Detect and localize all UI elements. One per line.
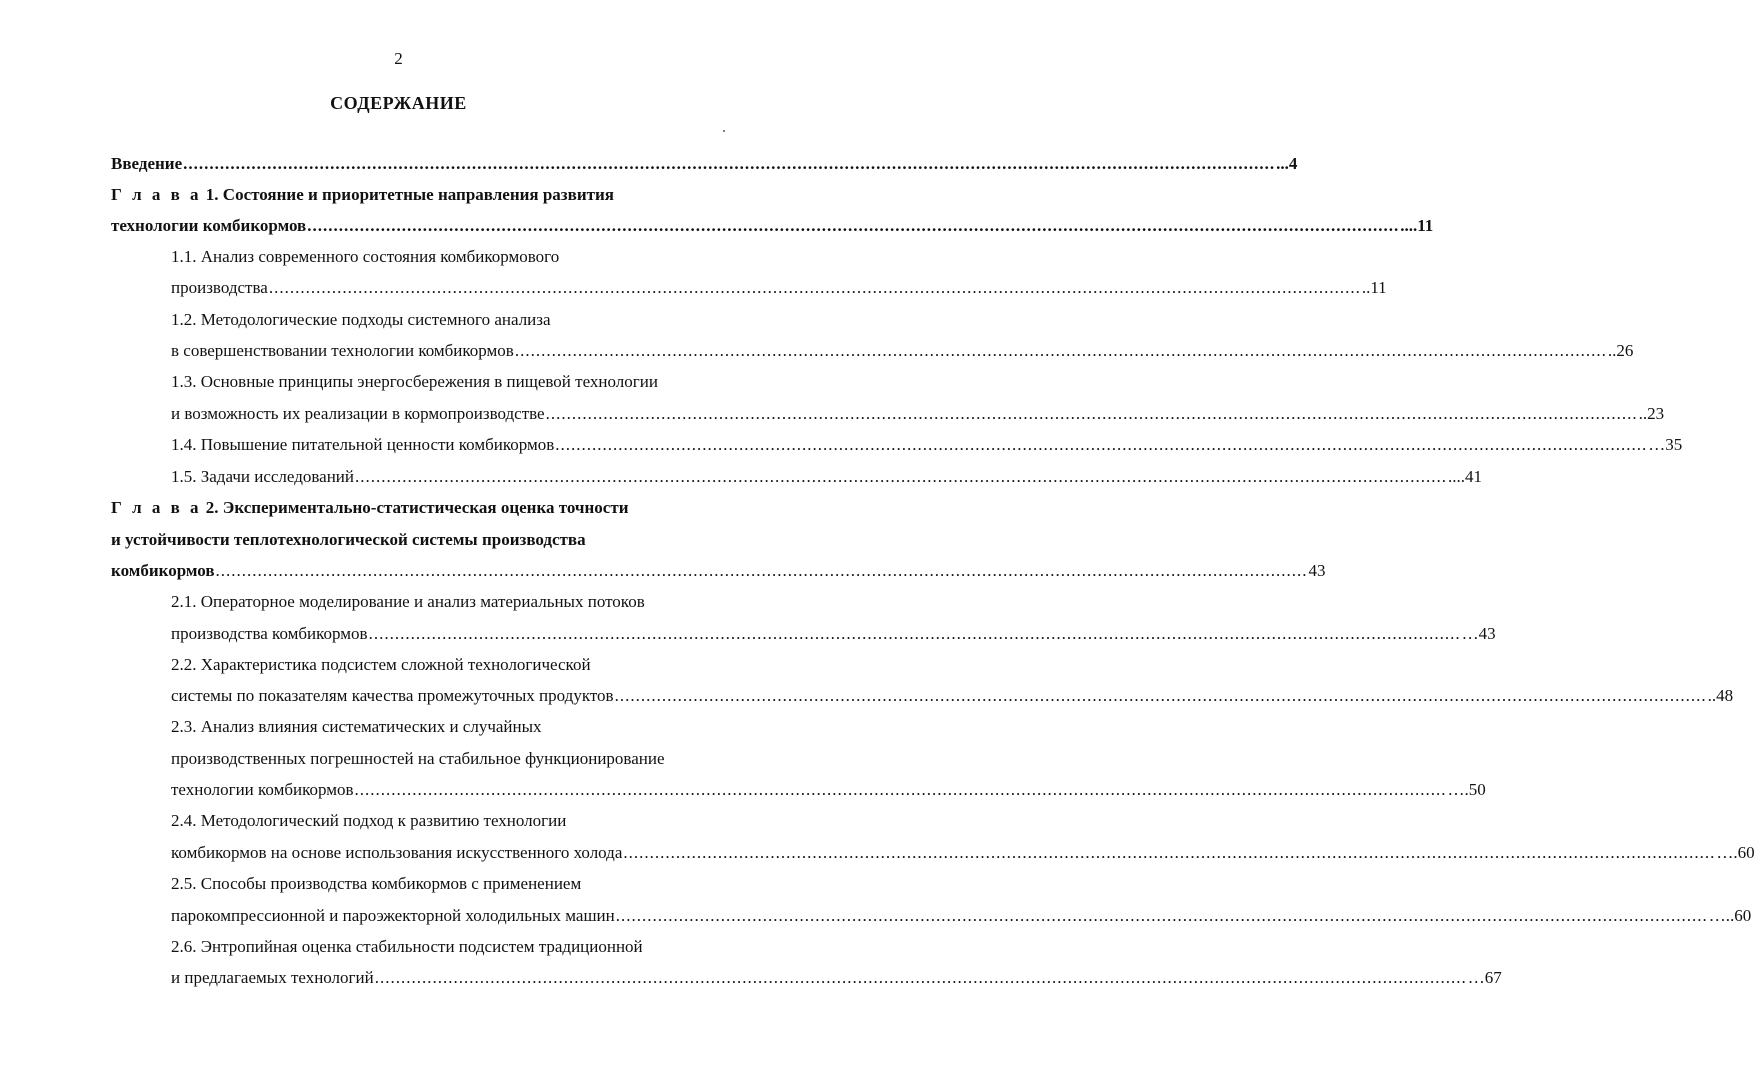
- toc-entry-text: парокомпрессионной и пароэжекторной холодильных машин: [171, 906, 615, 925]
- toc-section-1-4: [171, 434, 1683, 456]
- toc-section-2-3-title-line2: производственных погрешностей на стабильное функционирование: [171, 749, 665, 768]
- toc-page-ref: ....11: [1400, 216, 1434, 235]
- toc-entry-text: технологии комбикормов: [111, 216, 307, 235]
- dot-leader: ................................................................................................................................................................................................................: [374, 968, 1467, 987]
- toc-section-2-1-title: 2.1. Операторное моделирование и анализ материальных потоков: [171, 592, 645, 611]
- toc-section-1-5: [171, 466, 1483, 488]
- dot-leader: ................................................................................................................................................................................................................: [355, 467, 1448, 486]
- toc-section-1-3-leader: [171, 403, 1665, 425]
- toc-page-ref: …..60: [1708, 906, 1752, 925]
- dot-leader: ................................................................................................................................................................................................................: [354, 780, 1447, 799]
- toc-page-ref: ...4: [1276, 154, 1298, 173]
- toc-section-1-2-leader: [171, 340, 1634, 362]
- page-number: 2: [394, 49, 403, 68]
- toc-section-2-2-leader: [171, 685, 1734, 707]
- dot-leader: ................................................................................................................................................................................................................: [545, 404, 1638, 423]
- toc-page-ref: …43: [1461, 624, 1496, 643]
- dot-leader: ................................................................................................................................................................................................................: [555, 435, 1648, 454]
- toc-page-ref: ..11: [1361, 278, 1387, 297]
- toc-page-ref: ….50: [1447, 780, 1486, 799]
- toc-entry-text: Введение: [111, 154, 183, 173]
- toc-section-1-2-title: 1.2. Методологические подходы системного анализа: [171, 310, 551, 329]
- dot-leader: ................................................................................................................................................................................................................: [368, 624, 1461, 643]
- toc-section-2-5-title: 2.5. Способы производства комбикормов с применением: [171, 874, 582, 893]
- dot-leader: ................................................................................................................................................................................................................: [614, 686, 1707, 705]
- toc-entry-text: 1.4. Повышение питательной ценности комбикормов: [171, 435, 555, 454]
- dot-leader: ................................................................................................................................................................................................................: [183, 154, 1276, 173]
- toc-entry-text: комбикормов на основе использования искусственного холода: [171, 843, 623, 862]
- toc-entry-text: производства комбикормов: [171, 624, 368, 643]
- dot-leader: ................................................................................................................................................................................................................: [514, 341, 1607, 360]
- toc-section-2-5-leader: [171, 905, 1752, 927]
- dot-leader: ................................................................................................................................................................................................................: [623, 843, 1716, 862]
- toc-page-ref: ..48: [1707, 686, 1734, 705]
- toc-entry-text: 1. Состояние и приоритетные направления развития: [201, 185, 614, 204]
- scan-speck: [723, 130, 725, 132]
- toc-entry-text: технологии комбикормов: [171, 780, 354, 799]
- chapter-prefix: Г л а в а: [111, 498, 202, 517]
- dot-leader: ................................................................................................................................................................................................................: [215, 561, 1308, 580]
- dot-leader: ................................................................................................................................................................................................................: [307, 216, 1400, 235]
- toc-entry-text: 1.5. Задачи исследований: [171, 467, 355, 486]
- toc-entry-text: системы по показателям качества промежуточных продуктов: [171, 686, 614, 705]
- toc-entry-text: и возможность их реализации в кормопроизводстве: [171, 404, 545, 423]
- toc-page-ref: ….60: [1716, 843, 1755, 862]
- toc-entry-text: 2. Экспериментально-статистическая оценка точности: [201, 498, 629, 517]
- toc-entry-text: производства: [171, 278, 268, 297]
- page-title: СОДЕРЖАНИЕ: [330, 93, 467, 113]
- toc-section-2-4-title: 2.4. Методологический подход к развитию технологии: [171, 811, 567, 830]
- toc-page-ref: ....41: [1448, 467, 1483, 486]
- toc-chapter-2-leader: [111, 560, 1326, 582]
- toc-section-2-3-leader: [171, 779, 1486, 801]
- toc-section-2-6-title: 2.6. Энтропийная оценка стабильности подсистем традиционной: [171, 937, 643, 956]
- toc-section-2-4-leader: [171, 842, 1755, 864]
- toc-chapter-2-title: [111, 497, 629, 519]
- toc-chapter-2-title-line2: и устойчивости теплотехнологической системы производства: [111, 530, 586, 549]
- toc-entry-text: и предлагаемых технологий: [171, 968, 374, 987]
- toc-section-2-3-title: 2.3. Анализ влияния систематических и случайных: [171, 717, 542, 736]
- toc-section-2-6-leader: [171, 967, 1502, 989]
- chapter-prefix: Г л а в а: [111, 185, 202, 204]
- toc-page-ref: 43: [1308, 561, 1326, 580]
- toc-entry-introduction: [111, 153, 1298, 175]
- toc-section-1-3-title: 1.3. Основные принципы энергосбережения в пищевой технологии: [171, 372, 658, 391]
- toc-entry-text: в совершенствовании технологии комбикормов: [171, 341, 514, 360]
- toc-section-1-1-leader: [171, 277, 1387, 299]
- toc-page-ref: ..26: [1607, 341, 1634, 360]
- toc-page-ref: ..23: [1638, 404, 1665, 423]
- toc-entry-text: комбикормов: [111, 561, 215, 580]
- toc-chapter-1-title: [111, 184, 614, 206]
- toc-section-2-1-leader: [171, 623, 1496, 645]
- dot-leader: ................................................................................................................................................................................................................: [268, 278, 1361, 297]
- toc-chapter-1-leader: [111, 215, 1434, 237]
- toc-page-ref: …67: [1467, 968, 1502, 987]
- dot-leader: ................................................................................................................................................................................................................: [615, 906, 1708, 925]
- toc-section-1-1-title: 1.1. Анализ современного состояния комбикормового: [171, 247, 560, 266]
- toc-page-ref: …35: [1648, 435, 1683, 454]
- toc-section-2-2-title: 2.2. Характеристика подсистем сложной технологической: [171, 655, 591, 674]
